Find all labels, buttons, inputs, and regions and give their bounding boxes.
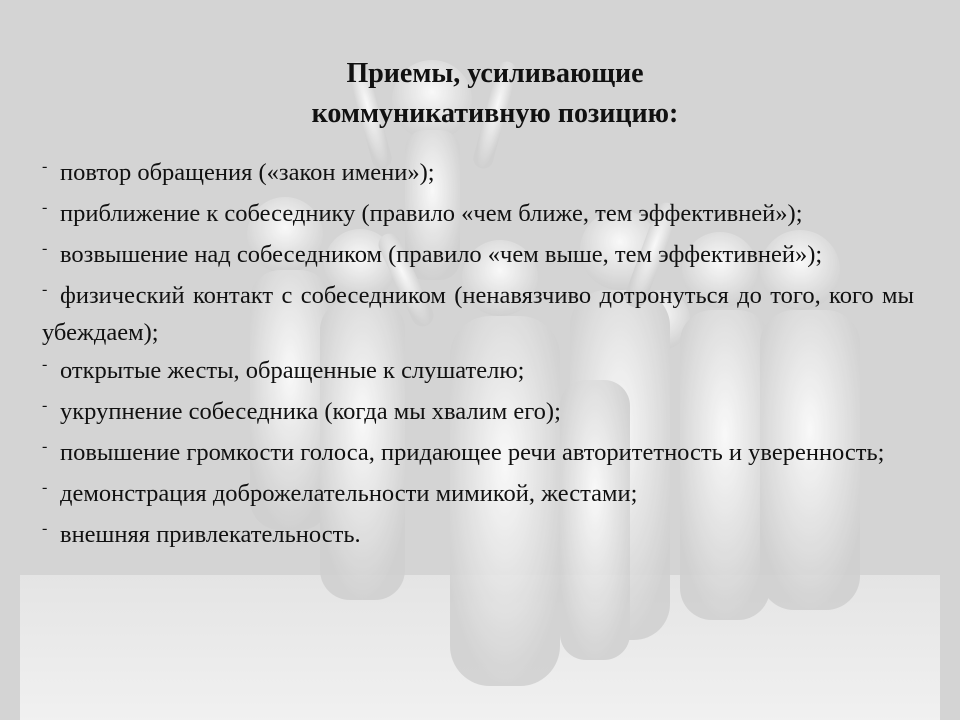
bullet-marker: - <box>42 240 48 257</box>
bullet-marker: - <box>42 199 48 216</box>
list-item-text: возвышение над собеседником (правило «чем выше, тем эффективней»); <box>60 241 823 268</box>
bullet-marker: - <box>42 158 48 175</box>
list-item <box>42 436 914 473</box>
list-item-text: укрупнение собеседника (когда мы хвалим его); <box>60 398 561 425</box>
list-item-text: физический контакт с собеседником (ненавязчиво дотронуться до того, кого мы убеждаем); <box>42 282 914 346</box>
list-item-text: приближение к собеседнику (правило «чем ближе, тем эффективней»); <box>60 200 803 227</box>
list-item-text: внешняя привлекательность. <box>60 521 361 548</box>
list-item <box>42 395 914 432</box>
list-item <box>42 477 914 514</box>
list-item-text: повышение громкости голоса, придающее речи авторитетность и уверенность; <box>60 439 885 466</box>
title-line-2: коммуникативную позицию: <box>311 98 679 129</box>
list-item <box>42 354 914 391</box>
bullet-marker: - <box>42 356 48 373</box>
list-item <box>42 518 914 555</box>
title-line-1: Приемы, усиливающие <box>346 58 644 89</box>
bullet-marker: - <box>42 397 48 414</box>
bullet-list <box>42 156 914 559</box>
bullet-marker: - <box>42 520 48 537</box>
bullet-marker: - <box>42 281 48 298</box>
bullet-marker: - <box>42 438 48 455</box>
list-item-text: открытые жесты, обращенные к слушателю; <box>60 357 525 384</box>
list-item <box>42 156 914 193</box>
list-item-text: демонстрация доброжелательности мимикой, жестами; <box>60 480 638 507</box>
list-item <box>42 238 914 275</box>
bullet-marker: - <box>42 479 48 496</box>
list-item <box>42 197 914 234</box>
list-item-text: повтор обращения («закон имени»); <box>60 159 435 186</box>
list-item <box>42 279 914 350</box>
slide-title <box>0 54 960 134</box>
